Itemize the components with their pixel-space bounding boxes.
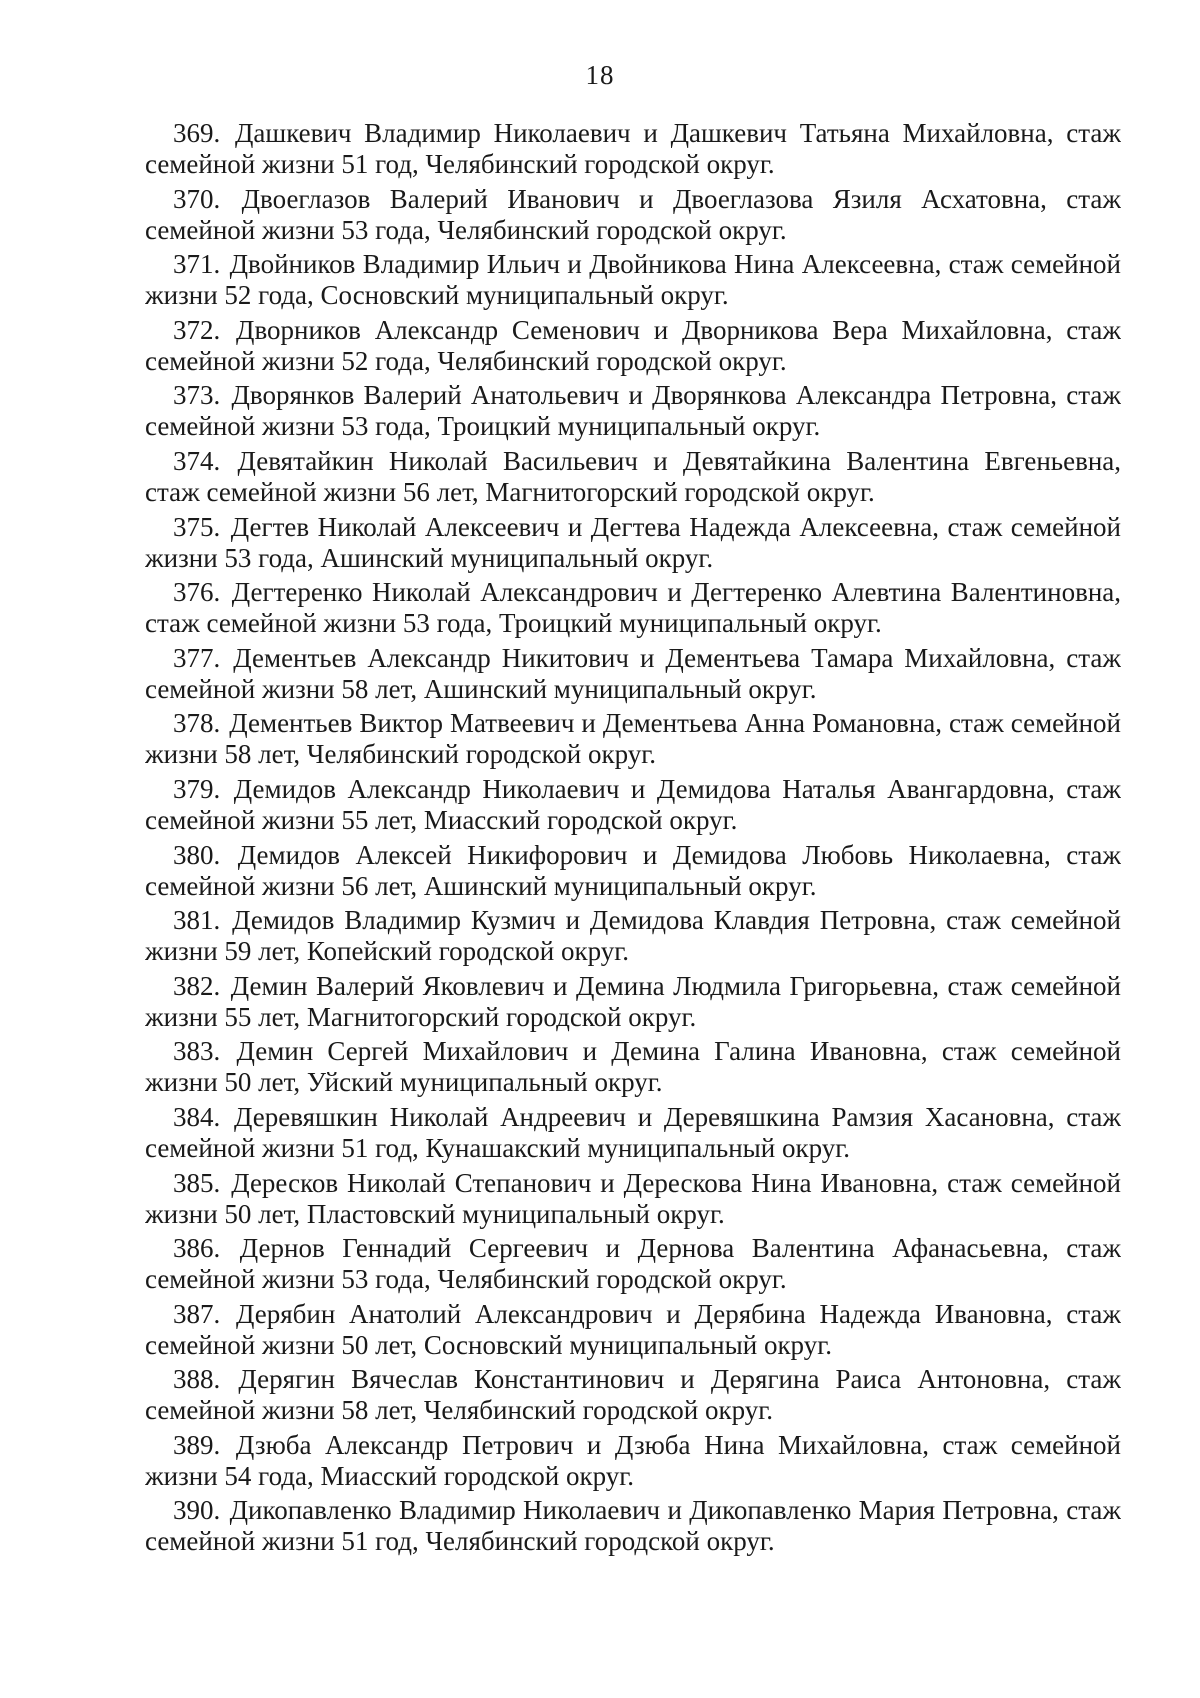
entry-number: 373. (173, 380, 221, 411)
entry-number: 381. (173, 905, 221, 936)
entry-number: 372. (173, 314, 221, 345)
entry-text: Дернов Геннадий Сергеевич и Дернова Валентина Афанасьевна, стаж семейной жизни 53 года, Челябинский городской округ. (145, 1233, 1121, 1295)
list-item (145, 577, 1121, 639)
entry-text: Дерябин Анатолий Александрович и Дерябина Надежда Ивановна, стаж семейной жизни 50 лет, Сосновский муниципальный округ. (145, 1298, 1121, 1360)
list-item (145, 708, 1121, 770)
entry-number: 377. (173, 642, 221, 673)
list-item (145, 118, 1121, 180)
list-item (145, 1495, 1121, 1557)
entry-text: Демин Валерий Яковлевич и Демина Людмила Григорьевна, стаж семейной жизни 55 лет, Магнитогорский городской округ. (145, 970, 1121, 1032)
list-item (145, 643, 1121, 705)
entry-text: Дерягин Вячеслав Константинович и Дерягина Раиса Антоновна, стаж семейной жизни 58 лет, Челябинский городской округ. (145, 1364, 1121, 1426)
entry-text: Дворянков Валерий Анатольевич и Дворянкова Александра Петровна, стаж семейной жизни 53 года, Троицкий муниципальный округ. (145, 380, 1121, 442)
entry-number: 390. (173, 1495, 221, 1526)
entry-number: 380. (173, 839, 221, 870)
entry-number: 374. (173, 445, 221, 476)
entry-text: Дементьев Александр Никитович и Дементьева Тамара Михайловна, стаж семейной жизни 58 лет, Ашинский муниципальный округ. (145, 642, 1121, 704)
entry-text: Деревяшкин Николай Андреевич и Деревяшкина Рамзия Хасановна, стаж семейной жизни 51 год, Кунашакский муниципальный округ. (145, 1101, 1121, 1163)
list-item (145, 1364, 1121, 1426)
entry-number: 384. (173, 1101, 221, 1132)
entry-number: 387. (173, 1298, 221, 1329)
list-item (145, 184, 1121, 246)
list-item (145, 512, 1121, 574)
list-item (145, 840, 1121, 902)
entry-number: 369. (173, 118, 221, 148)
entry-text: Дзюба Александр Петрович и Дзюба Нина Михайловна, стаж семейной жизни 54 года, Миасский городской округ. (145, 1429, 1121, 1491)
entry-text: Демидов Александр Николаевич и Демидова Наталья Авангардовна, стаж семейной жизни 55 лет, Миасский городской округ. (145, 773, 1121, 835)
list-item (145, 905, 1121, 967)
entry-number: 376. (173, 577, 221, 608)
entry-number: 386. (173, 1233, 221, 1264)
list-item (145, 380, 1121, 442)
list-item (145, 971, 1121, 1033)
entry-number: 379. (173, 773, 221, 804)
entry-text: Двойников Владимир Ильич и Двойникова Нина Алексеевна, стаж семейной жизни 52 года, Сосновский муниципальный округ. (145, 249, 1121, 311)
entry-number: 375. (173, 511, 221, 542)
entry-text: Демидов Алексей Никифорович и Демидова Любовь Николаевна, стаж семейной жизни 56 лет, Ашинский муниципальный округ. (145, 839, 1121, 901)
entry-list (145, 118, 1121, 1561)
entry-number: 388. (173, 1364, 221, 1395)
entry-number: 383. (173, 1036, 221, 1067)
list-item (145, 1430, 1121, 1492)
list-item (145, 315, 1121, 377)
entry-number: 382. (173, 970, 221, 1001)
entry-text: Дегтев Николай Алексеевич и Дегтева Надежда Алексеевна, стаж семейной жизни 53 года, Ашинский муниципальный округ. (145, 511, 1121, 573)
entry-number: 371. (173, 249, 221, 280)
entry-number: 370. (173, 183, 221, 214)
entry-text: Девятайкин Николай Васильевич и Девятайкина Валентина Евгеньевна, стаж семейной жизни 56 лет, Магнитогорский городской округ. (145, 445, 1121, 507)
entry-text: Дворников Александр Семенович и Дворникова Вера Михайловна, стаж семейной жизни 52 года, Челябинский городской округ. (145, 314, 1121, 376)
entry-text: Дементьев Виктор Матвеевич и Дементьева Анна Романовна, стаж семейной жизни 58 лет, Челябинский городской округ. (145, 708, 1121, 770)
entry-number: 389. (173, 1429, 221, 1460)
entry-text: Дикопавленко Владимир Николаевич и Дикопавленко Мария Петровна, стаж семейной жизни 51 год, Челябинский городской округ. (145, 1495, 1121, 1557)
list-item (145, 1036, 1121, 1098)
list-item (145, 446, 1121, 508)
list-item (145, 1233, 1121, 1295)
list-item (145, 1168, 1121, 1230)
entry-text: Дегтеренко Николай Александрович и Дегтеренко Алевтина Валентиновна, стаж семейной жизни 53 года, Троицкий муниципальный округ. (145, 577, 1121, 639)
entry-text: Дашкевич Владимир Николаевич и Дашкевич Татьяна Михайловна, стаж семейной жизни 51 год, Челябинский городской округ. (145, 118, 1121, 179)
entry-text: Дересков Николай Степанович и Дерескова Нина Ивановна, стаж семейной жизни 50 лет, Пластовский муниципальный округ. (145, 1167, 1121, 1229)
list-item (145, 249, 1121, 311)
entry-number: 378. (173, 708, 221, 739)
page-number: 18 (585, 60, 615, 90)
entry-text: Демин Сергей Михайлович и Демина Галина Ивановна, стаж семейной жизни 50 лет, Уйский муниципальный округ. (145, 1036, 1121, 1098)
entry-text: Двоеглазов Валерий Иванович и Двоеглазова Язиля Асхатовна, стаж семейной жизни 53 года, Челябинский городской округ. (145, 183, 1121, 245)
entry-text: Демидов Владимир Кузмич и Демидова Клавдия Петровна, стаж семейной жизни 59 лет, Копейский городской округ. (145, 905, 1121, 967)
entry-number: 385. (173, 1167, 221, 1198)
list-item (145, 774, 1121, 836)
list-item (145, 1299, 1121, 1361)
list-item (145, 1102, 1121, 1164)
